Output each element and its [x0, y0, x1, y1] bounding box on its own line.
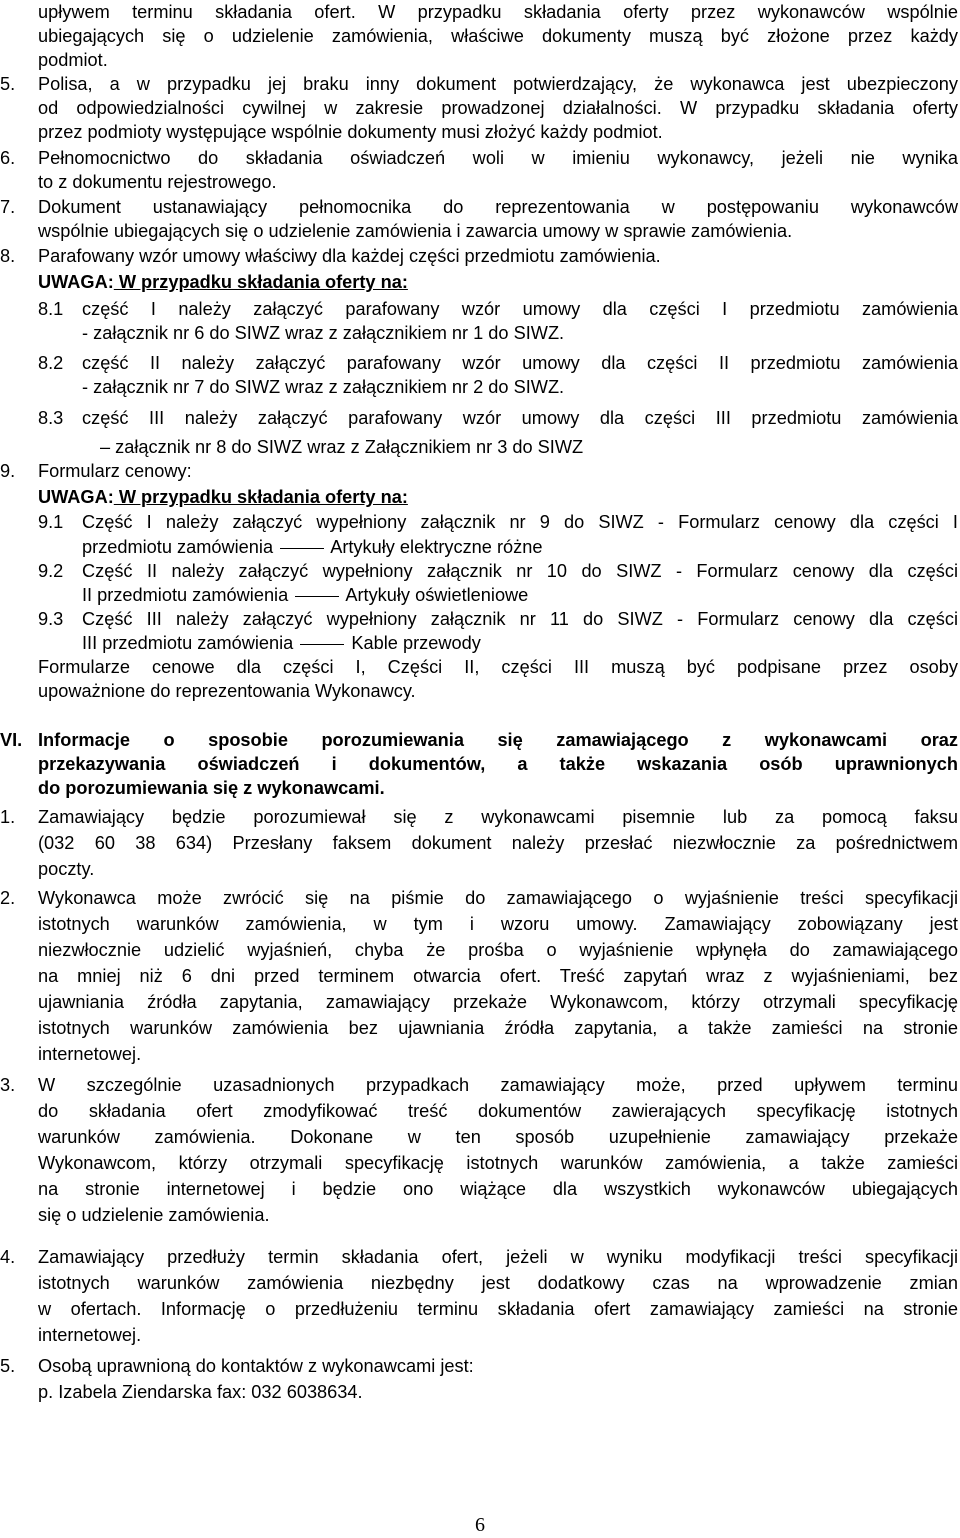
- item-number: 9.3: [38, 609, 64, 629]
- text-line: Zamawiający przedłuży termin składania ofert, jeżeli w wyniku modyfikacji treści specyfikacji: [38, 1247, 958, 1267]
- item-number: 2.: [0, 888, 16, 908]
- text-line: Polisa, a w przypadku jej braku inny dokument potwierdzający, że wykonawca jest ubezpieczony: [38, 74, 958, 94]
- text-line: istotnych warunków zamówienia, w tym i wzoru umowy. Zamawiający zobowiązany jest: [38, 914, 958, 934]
- text-line: internetowej.: [38, 1044, 142, 1064]
- text-line: podmiot.: [38, 50, 108, 70]
- text-line: upoważnione do reprezentowania Wykonawcy.: [38, 681, 416, 701]
- text-line: Formularze cenowe dla części I, Części II, części III muszą być podpisane przez osoby: [38, 657, 958, 677]
- text-line: Dokument ustanawiający pełnomocnika do reprezentowania w postępowaniu wykonawców: [38, 197, 958, 217]
- text-line: Część I należy załączyć wypełniony załącznik nr 9 do SIWZ - Formularz cenowy dla części I: [82, 512, 958, 532]
- text-line: III przedmiotu zamówienia Kable przewody: [82, 633, 481, 653]
- text-line: Parafowany wzór umowy właściwy dla każdej części przedmiotu zamówienia.: [38, 246, 661, 266]
- em-dash-line: [300, 644, 344, 645]
- text-line: na stronie internetowej i będzie ono wiążące dla wszystkich wykonawców ubiegających: [38, 1179, 958, 1199]
- section-heading: przekazywania oświadczeń i dokumentów, a także wskazania osób uprawnionych: [38, 754, 958, 774]
- item-number: 8.1: [38, 299, 64, 319]
- text-line: Formularz cenowy:: [38, 461, 192, 481]
- text-line: Pełnomocnictwo do składania oświadczeń woli w imieniu wykonawcy, jeżeli nie wynika: [38, 148, 958, 168]
- item-number: 4.: [0, 1247, 16, 1267]
- section-heading: Informacje o sposobie porozumiewania się zamawiającego z wykonawcami oraz: [38, 730, 958, 750]
- text-line: – załącznik nr 8 do SIWZ wraz z Załącznikiem nr 3 do SIWZ: [100, 437, 584, 457]
- item-number: 1.: [0, 807, 16, 827]
- text-line: to z dokumentu rejestrowego.: [38, 172, 277, 192]
- note-heading: UWAGA: W przypadku składania oferty na:: [38, 272, 408, 292]
- note-heading: UWAGA: W przypadku składania oferty na:: [38, 487, 408, 507]
- text-line: poczty.: [38, 859, 95, 879]
- page-number: 6: [475, 1514, 485, 1536]
- section-number: VI.: [0, 730, 23, 750]
- text-line: część I należy załączyć parafowany wzór umowy dla części I przedmiotu zamówienia: [82, 299, 958, 319]
- text-line: przedmiotu zamówienia Artykuły elektryczne różne: [82, 537, 543, 557]
- text-line: W szczególnie uzasadnionych przypadkach zamawiający może, przed upływem terminu: [38, 1075, 958, 1095]
- text-line: na mniej niż 6 dni przed terminem otwarcia ofert. Treść zapytań wraz z wyjaśnieniami, bez: [38, 966, 958, 986]
- item-number: 6.: [0, 148, 16, 168]
- text-line: istotnych warunków zamówienia bez ujawniania źródła zapytania, a także zamieści na stronie: [38, 1018, 958, 1038]
- text-line: Wykonawca może zwrócić się na piśmie do zamawiającego o wyjaśnienie treści specyfikacji: [38, 888, 958, 908]
- text-line: warunków zamówienia. Dokonane w ten sposób uzupełnienie zamawiający przekaże: [38, 1127, 958, 1147]
- text-line: Część III należy załączyć wypełniony załącznik nr 11 do SIWZ - Formularz cenowy dla części: [82, 609, 958, 629]
- section-heading: do porozumiewania się z wykonawcami.: [38, 778, 385, 798]
- text-line: część III należy załączyć parafowany wzór umowy dla części III przedmiotu zamówienia: [82, 408, 958, 428]
- text-line: internetowej.: [38, 1325, 142, 1345]
- em-dash-line: [280, 548, 324, 549]
- item-number: 3.: [0, 1075, 16, 1095]
- em-dash-line: [295, 596, 339, 597]
- text-line: ubiegających się o udzielenie zamówienia, właściwe dokumenty muszą być złożone przez każdy: [38, 26, 958, 46]
- text-line: - załącznik nr 7 do SIWZ wraz z załącznikiem nr 2 do SIWZ.: [82, 377, 565, 397]
- item-number: 5.: [0, 1356, 16, 1376]
- item-number: 8.: [0, 246, 16, 266]
- text-line: II przedmiotu zamówienia Artykuły oświetleniowe: [82, 585, 529, 605]
- item-number: 5.: [0, 74, 16, 94]
- item-number: 9.2: [38, 561, 64, 581]
- text-line: wspólnie ubiegających się o udzielenie zamówienia i zawarcia umowy w sprawie zamówienia.: [38, 221, 793, 241]
- text-line: istotnych warunków zamówienia niezbędny jest dodatkowy czas na wprowadzenie zmian: [38, 1273, 958, 1293]
- text-line: Zamawiający będzie porozumiewał się z wykonawcami pisemnie lub za pomocą faksu: [38, 807, 958, 827]
- text-line: ujawniania źródła zapytania, zamawiający przekaże Wykonawcom, którzy otrzymali specyfikację: [38, 992, 958, 1012]
- text-line: (032 60 38 634) Przesłany faksem dokument należy przesłać niezwłocznie za pośrednictwem: [38, 833, 958, 853]
- text-line: Część II należy załączyć wypełniony załącznik nr 10 do SIWZ - Formularz cenowy dla części: [82, 561, 958, 581]
- text-line: część II należy załączyć parafowany wzór umowy dla części II przedmiotu zamówienia: [82, 353, 958, 373]
- text-line: niezwłocznie udzielić wyjaśnień, chyba że prośba o wyjaśnienie wpłynęła do zamawiającego: [38, 940, 958, 960]
- text-line: upływem terminu składania ofert. W przypadku składania oferty przez wykonawców wspólnie: [38, 2, 958, 22]
- text-line: przez podmioty występujące wspólnie dokumenty musi złożyć każdy podmiot.: [38, 122, 663, 142]
- text-line: Osobą uprawnioną do kontaktów z wykonawcami jest:: [38, 1356, 474, 1376]
- text-line: się o udzielenie zamówienia.: [38, 1205, 270, 1225]
- text-line: p. Izabela Ziendarska fax: 032 6038634.: [38, 1382, 363, 1402]
- text-line: do składania ofert zmodyfikować treść dokumentów zawierających specyfikację istotnych: [38, 1101, 958, 1121]
- item-number: 8.3: [38, 408, 64, 428]
- text-line: Wykonawcom, którzy otrzymali specyfikację istotnych warunków zamówienia, a także zamieści: [38, 1153, 958, 1173]
- item-number: 9.1: [38, 512, 64, 532]
- text-line: w ofertach. Informację o przedłużeniu terminu składania ofert zamawiający zamieści na stronie: [38, 1299, 958, 1319]
- item-number: 9.: [0, 461, 16, 481]
- text-line: od odpowiedzialności cywilnej w zakresie prowadzonej działalności. W przypadku składania oferty: [38, 98, 958, 118]
- item-number: 7.: [0, 197, 16, 217]
- text-line: - załącznik nr 6 do SIWZ wraz z załącznikiem nr 1 do SIWZ.: [82, 323, 565, 343]
- item-number: 8.2: [38, 353, 64, 373]
